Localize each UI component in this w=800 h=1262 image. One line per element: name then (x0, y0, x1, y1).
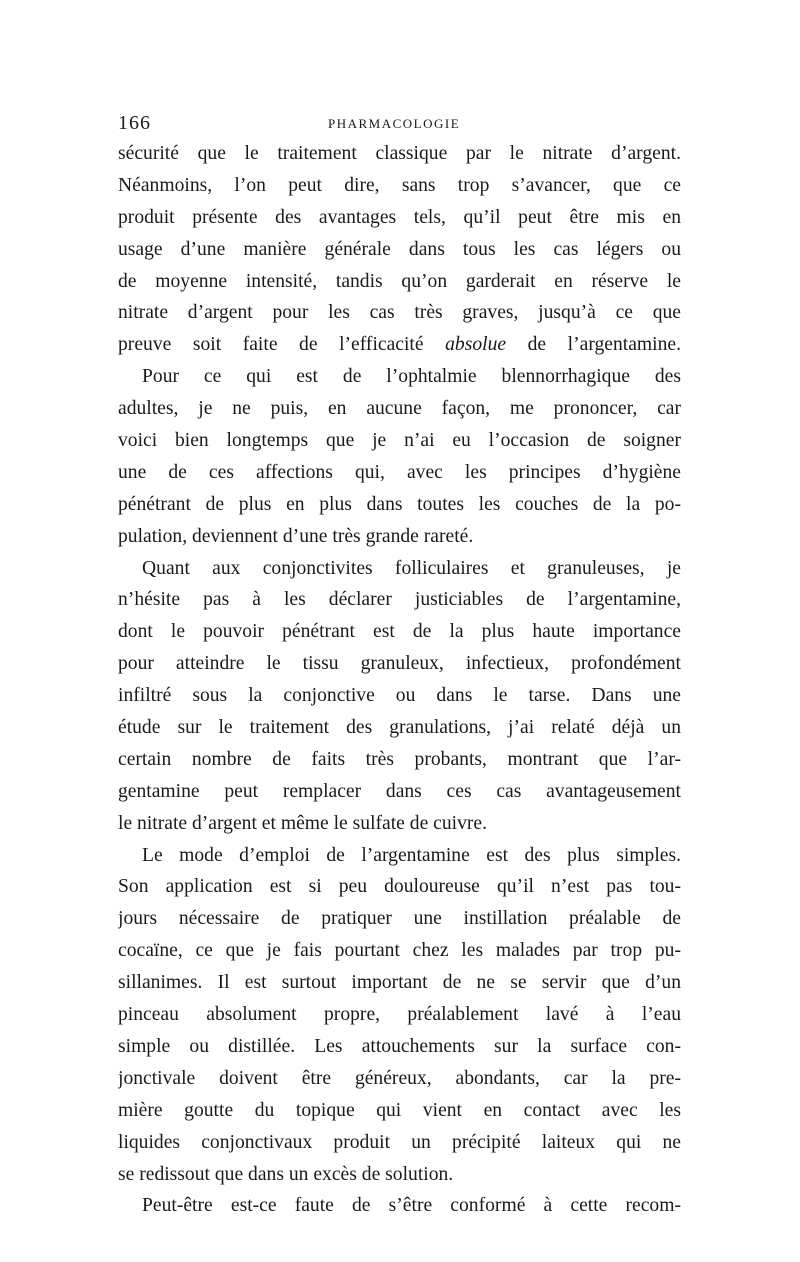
text-line: produit présente des avantages tels, qu’il peut être mis en (118, 206, 681, 228)
text-line: Pour ce qui est de l’ophtalmie blennorrhagique des (142, 366, 681, 388)
text-line: pénétrant de plus en plus dans toutes les couches de la po- (118, 493, 681, 515)
text-line: adultes, je ne puis, en aucune façon, me prononcer, car (118, 398, 681, 420)
text-line: sécurité que le traitement classique par le nitrate d’argent. (118, 143, 681, 164)
text-line: jours nécessaire de pratiquer une instillation préalable de (118, 908, 681, 930)
text-line (118, 329, 681, 361)
emphasis-text: absolue (445, 334, 507, 356)
text-line: Quant aux conjonctivites folliculaires et granuleuses, je (142, 557, 681, 579)
text-line: Son application est si peu douloureuse qu’il n’est pas tou- (118, 876, 681, 898)
text-line: infiltré sous la conjonctive ou dans le tarse. Dans une (118, 685, 681, 707)
text-line: mière goutte du topique qui vient en contact avec les (118, 1099, 681, 1121)
text-line: gentamine peut remplacer dans ces cas avantageusement (118, 780, 681, 802)
text-line: simple ou distillée. Les attouchements sur la surface con- (118, 1035, 681, 1057)
text-line: Néanmoins, l’on peut dire, sans trop s’avancer, que ce (118, 174, 681, 196)
text-line: n’hésite pas à les déclarer justiciables de l’argentamine, (118, 589, 681, 611)
text-line: une de ces affections qui, avec les principes d’hygiène (118, 461, 681, 483)
text-line: dont le pouvoir pénétrant est de la plus haute importance (118, 621, 681, 643)
running-head (118, 108, 681, 138)
text-line: de moyenne intensité, tandis qu’on garderait en réserve le (118, 270, 681, 292)
text-line: nitrate d’argent pour les cas très graves, jusqu’à ce que (118, 302, 681, 324)
text-run: de l’argentamine. (506, 334, 681, 356)
running-title: PHARMACOLOGIE (328, 116, 461, 131)
text-line: Peut-être est-ce faute de s’être conformé à cette recom- (142, 1195, 681, 1217)
text-line: pour atteindre le tissu granuleux, infectieux, profondément (118, 653, 681, 675)
text-line: étude sur le traitement des granulations, j’ai relaté déjà un (118, 717, 681, 739)
body-text (118, 138, 681, 1222)
text-line: liquides conjonctivaux produit un précipité laiteux qui ne (118, 1131, 681, 1153)
text-line: pinceau absolument propre, préalablement lavé à l’eau (118, 1004, 681, 1026)
text-line: Le mode d’emploi de l’argentamine est des plus simples. (142, 844, 681, 866)
text-line: se redissout que dans un excès de solution. (118, 1163, 454, 1185)
page-number: 166 (118, 112, 151, 134)
text-line: certain nombre de faits très probants, montrant que l’ar- (118, 748, 681, 770)
text-line: voici bien longtemps que je n’ai eu l’occasion de soigner (118, 430, 681, 452)
text-line: cocaïne, ce que je fais pourtant chez les malades par trop pu- (118, 940, 681, 962)
text-line: jonctivale doivent être généreux, abondants, car la pre- (118, 1067, 681, 1089)
text-line: sillanimes. Il est surtout important de ne se servir que d’un (118, 972, 681, 994)
book-page (118, 108, 681, 1222)
text-line: pulation, deviennent d’une très grande rareté. (118, 525, 474, 547)
text-line: le nitrate d’argent et même le sulfate de cuivre. (118, 812, 488, 834)
text-run: preuve soit faite de l’efficacité (118, 334, 446, 356)
text-line: usage d’une manière générale dans tous les cas légers ou (118, 238, 681, 260)
